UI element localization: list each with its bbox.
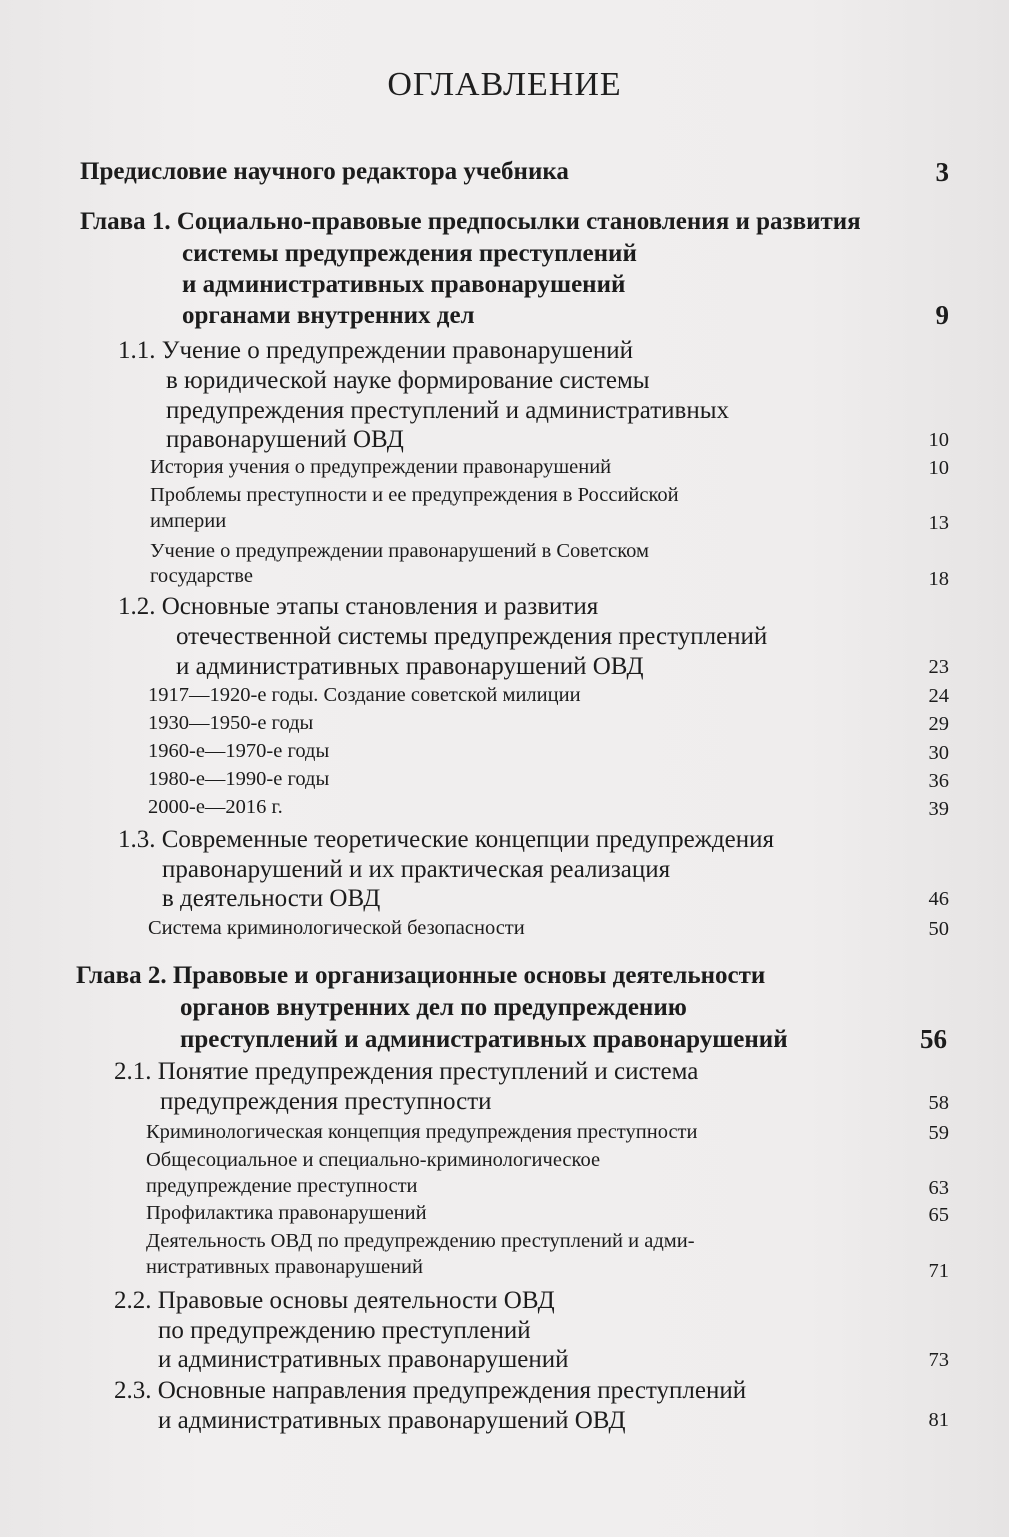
entry-page: 30: [928, 742, 949, 764]
entry-page: 24: [928, 685, 949, 707]
entry-page: 9: [935, 300, 949, 330]
entry-page: 73: [928, 1349, 949, 1371]
entry-line: Глава 1. Социально-правовые предпосылки становления и развития: [80, 208, 861, 235]
entry-line: 2000-е—2016 г.: [148, 796, 283, 818]
entry-page: 10: [928, 457, 949, 479]
entry-line: 1.3. Современные теоретические концепции предупреждения: [118, 826, 775, 853]
entry-line: Общесоциальное и специально-криминологическое: [146, 1149, 601, 1171]
entry-line: Профилактика правонарушений: [146, 1202, 427, 1224]
entry-page: 63: [928, 1177, 949, 1199]
entry-page: 58: [928, 1092, 949, 1114]
entry-line: История учения о предупреждении правонарушений: [150, 456, 612, 478]
entry-page: 71: [928, 1260, 949, 1282]
entry-page: 13: [928, 512, 949, 534]
entry-page: 56: [920, 1024, 947, 1054]
entry-page: 46: [928, 888, 949, 910]
entry-line: 1917—1920-е годы. Создание советской милиции: [148, 684, 581, 706]
entry-line: 1.2. Основные этапы становления и развития: [118, 593, 599, 620]
entry-page: 10: [928, 429, 949, 451]
entry-page: 39: [928, 798, 949, 820]
entry-line: 2.2. Правовые основы деятельности ОВД: [114, 1287, 555, 1314]
entry-line: предупреждение преступности: [146, 1175, 418, 1197]
entry-line: 1930—1950-е годы: [148, 712, 314, 734]
entry-line: преступлений и административных правонарушений: [180, 1026, 788, 1053]
entry-line: и административных правонарушений ОВД: [158, 1407, 626, 1434]
entry-line: предупреждения преступности: [160, 1088, 492, 1115]
entry-line: 1.1. Учение о предупреждении правонарушений: [118, 337, 634, 364]
entry-line: империи: [150, 510, 227, 532]
entry-page: 50: [928, 918, 949, 940]
entry-page: 29: [928, 713, 949, 735]
entry-line: предупреждения преступлений и административных: [166, 397, 730, 424]
entry-line: Учение о предупреждении правонарушений в Советском: [150, 540, 650, 562]
entry-line: и административных правонарушений ОВД: [176, 653, 644, 680]
entry-line: Криминологическая концепция предупреждения преступности: [146, 1121, 698, 1143]
entry-line: 1980-е—1990-е годы: [148, 768, 330, 790]
entry-line: Система криминологической безопасности: [148, 917, 525, 939]
entry-text: Предисловие научного редактора учебника: [80, 158, 569, 185]
entry-line: по предупреждению преступлений: [158, 1317, 531, 1344]
entry-page: 23: [928, 656, 949, 678]
entry-page: 65: [928, 1204, 949, 1226]
entry-line: и административных правонарушений: [182, 271, 626, 298]
entry-page: 59: [928, 1122, 949, 1144]
entry-line: системы предупреждения преступлений: [182, 240, 637, 267]
entry-line: правонарушений и их практическая реализация: [162, 856, 671, 883]
entry-page: 36: [928, 770, 949, 792]
entry-line: отечественной системы предупреждения преступлений: [176, 623, 768, 650]
entry-line: в юридической науке формирование системы: [166, 367, 650, 394]
entry-line: государстве: [150, 565, 253, 587]
entry-page: 18: [928, 568, 949, 590]
entry-line: Глава 2. Правовые и организационные основы деятельности: [76, 962, 766, 989]
entry-line: органами внутренних дел: [182, 302, 475, 329]
entry-line: в деятельности ОВД: [162, 885, 381, 912]
entry-line: 2.1. Понятие предупреждения преступлений и система: [114, 1058, 699, 1085]
entry-page: 3: [935, 157, 949, 187]
entry-line: 1960-е—1970-е годы: [148, 740, 330, 762]
entry-line: 2.3. Основные направления предупреждения преступлений: [114, 1377, 747, 1404]
entry-line: нистративных правонарушений: [146, 1256, 424, 1278]
page-title: ОГЛАВЛЕНИЕ: [387, 66, 622, 103]
entry-line: органов внутренних дел по предупреждению: [180, 994, 687, 1021]
entry-page: 81: [928, 1409, 949, 1431]
entry-line: Деятельность ОВД по предупреждению преступлений и адми-: [146, 1230, 695, 1252]
entry-line: и административных правонарушений: [158, 1346, 569, 1373]
entry-line: Проблемы преступности и ее предупреждения в Российской: [150, 484, 679, 506]
entry-line: правонарушений ОВД: [166, 426, 404, 453]
